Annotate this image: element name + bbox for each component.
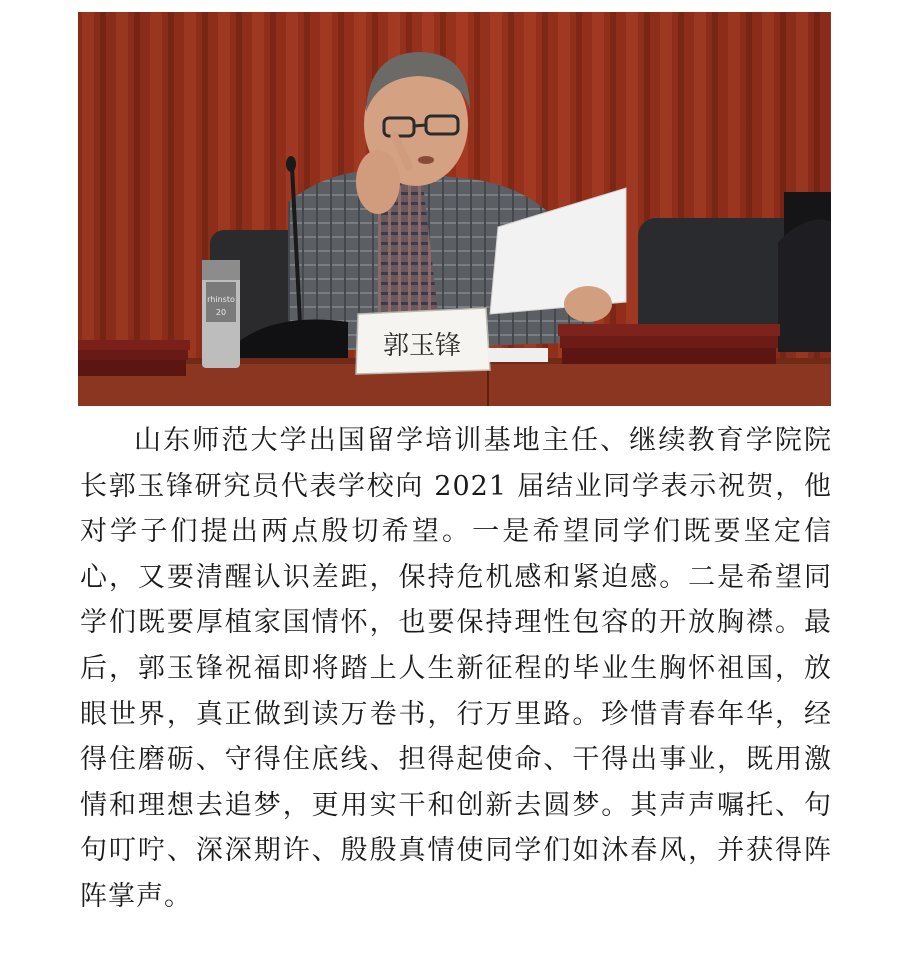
article-paragraph: 山东师范大学出国留学培训基地主任、继续教育学院院长郭玉锋研究员代表学校向 2021 届结业同学表示祝贺，他对学子们提出两点殷切希望。一是希望同学们既要坚定信心，又要清醒认识差距，保持危机感和紧迫感。二是希望同学们既要厚植家国情怀，也要保持理性包容的开放胸襟。最后，郭玉锋祝福即将踏上人生新征程的毕业生胸怀祖国，放眼世界，真正做到读万卷书，行万里路。珍惜青春年华，经得住磨砺、守得住底线、担得起使命、干得出事业，既用激情和理想去追梦，更用实干和创新去圆梦。其声声嘱托、句句叮咛、深深期许、殷殷真情使同学们如沐春风，并获得阵阵掌声。 (80, 425, 832, 912)
speaker-photo (78, 12, 831, 406)
photo-illustration (78, 12, 831, 406)
article-body (80, 418, 832, 920)
nameplate-text: 郭玉锋 (382, 331, 462, 361)
cup-volume-label: 20 (215, 308, 227, 317)
cup-brand-label: rhinsto (207, 295, 235, 304)
